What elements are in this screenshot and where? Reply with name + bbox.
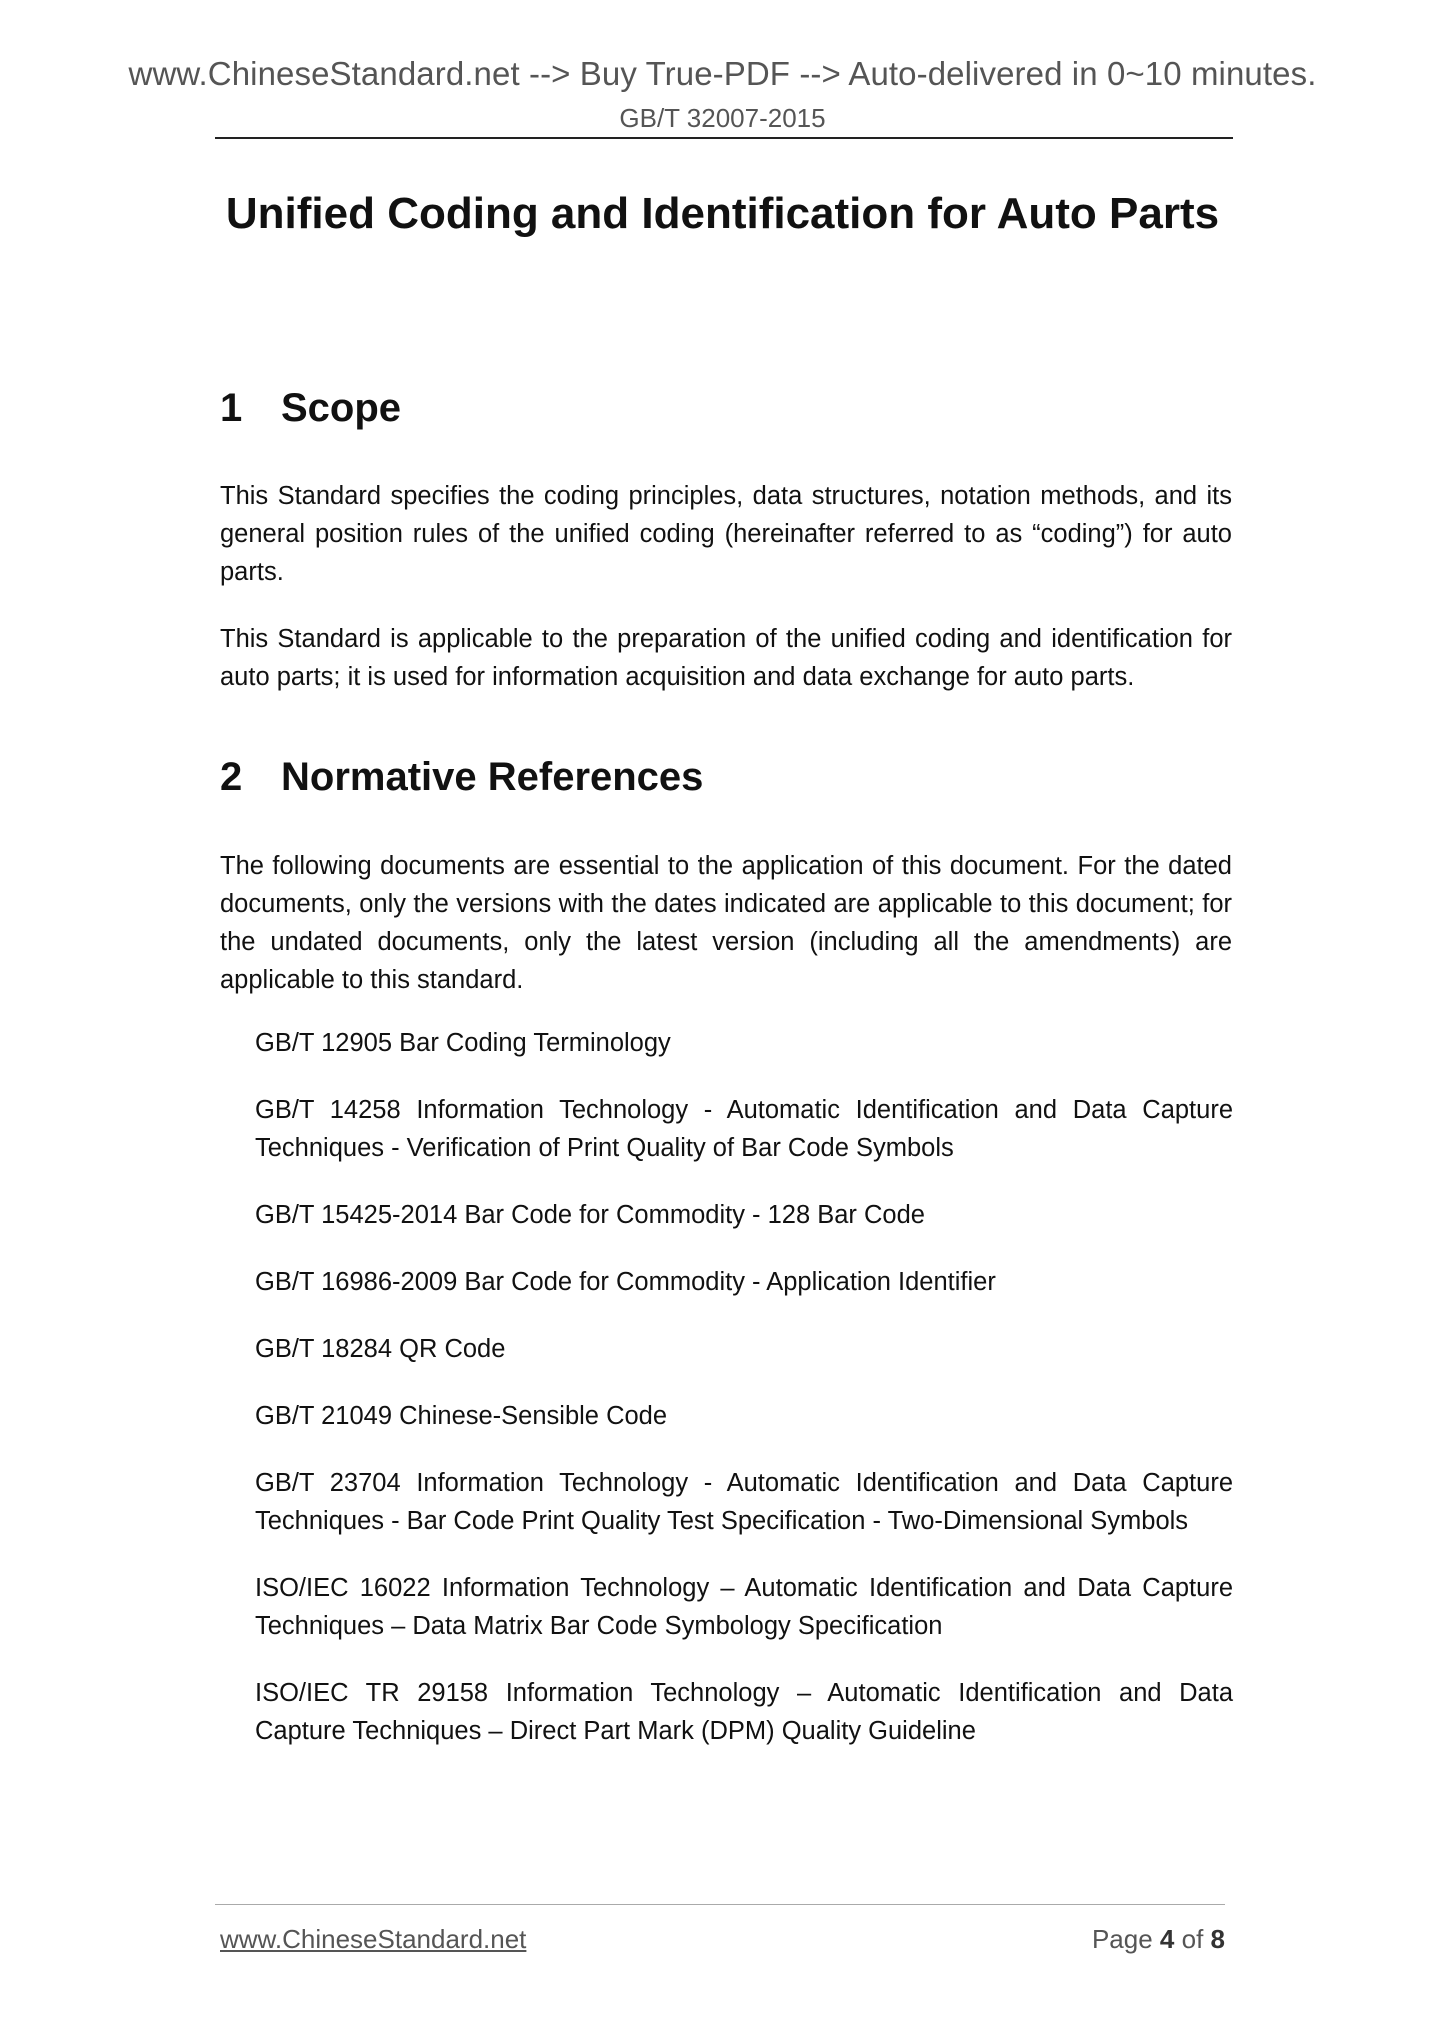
section-title: Scope [281,386,402,430]
footer-site-link[interactable]: www.ChineseStandard.net [220,1924,527,1954]
reference-item: ISO/IEC TR 29158 Information Technology – Automatic Identification and Data Capture Techniques – Direct Part Mark (DPM) Quality Guideline [255,1679,1233,1745]
page-indicator [1092,1924,1225,1955]
section-heading-normative-references [220,755,703,800]
reference-item: GB/T 14258 Information Technology - Automatic Identification and Data Capture Techniques - Verification of Print Quality of Bar Code Symbols [255,1096,1233,1162]
site-banner: www.ChineseStandard.net --> Buy True-PDF --> Auto-delivered in 0~10 minutes. [128,55,1317,92]
section-heading-scope [220,386,401,431]
reference-list [255,1024,1233,1779]
section-number: 2 [220,755,243,799]
reference-item: GB/T 12905 Bar Coding Terminology [255,1029,671,1057]
standard-code: GB/T 32007-2015 [619,103,826,133]
section-title: Normative References [281,755,704,799]
total-page-count: 8 [1210,1924,1225,1954]
footer-divider [215,1904,1225,1905]
reference-item: GB/T 18284 QR Code [255,1335,506,1363]
current-page-number: 4 [1159,1924,1175,1954]
reference-item: GB/T 23704 Information Technology - Automatic Identification and Data Capture Techniques - Bar Code Print Quality Test Specification - Two-Dimensional Symbols [255,1469,1233,1535]
reference-item: ISO/IEC 16022 Information Technology – Automatic Identification and Data Capture Techniques – Data Matrix Bar Code Symbology Specification [255,1574,1233,1640]
scope-paragraph-2: This Standard is applicable to the preparation of the unified coding and identification for auto parts; it is used for information acquisition and data exchange for auto parts. [220,625,1232,691]
reference-item: GB/T 15425-2014 Bar Code for Commodity - 128 Bar Code [255,1201,925,1229]
document-title: Unified Coding and Identification for Auto Parts [225,189,1220,238]
references-intro-paragraph: The following documents are essential to the application of this document. For the dated documents, only the versions with the dates indicated are applicable to this document; for the undated documents, only the latest version (including all the amendments) are applicable to this standard. [220,852,1232,994]
scope-paragraph-1: This Standard specifies the coding principles, data structures, notation methods, and its general position rules of the unified coding (hereinafter referred to as “coding”) for auto parts. [220,482,1232,586]
page-label: Page [1091,1924,1153,1954]
section-number: 1 [220,386,243,430]
page-of-label: of [1181,1924,1204,1954]
header-divider [215,137,1233,139]
reference-item: GB/T 16986-2009 Bar Code for Commodity - Application Identifier [255,1268,996,1296]
reference-item: GB/T 21049 Chinese-Sensible Code [255,1402,668,1430]
